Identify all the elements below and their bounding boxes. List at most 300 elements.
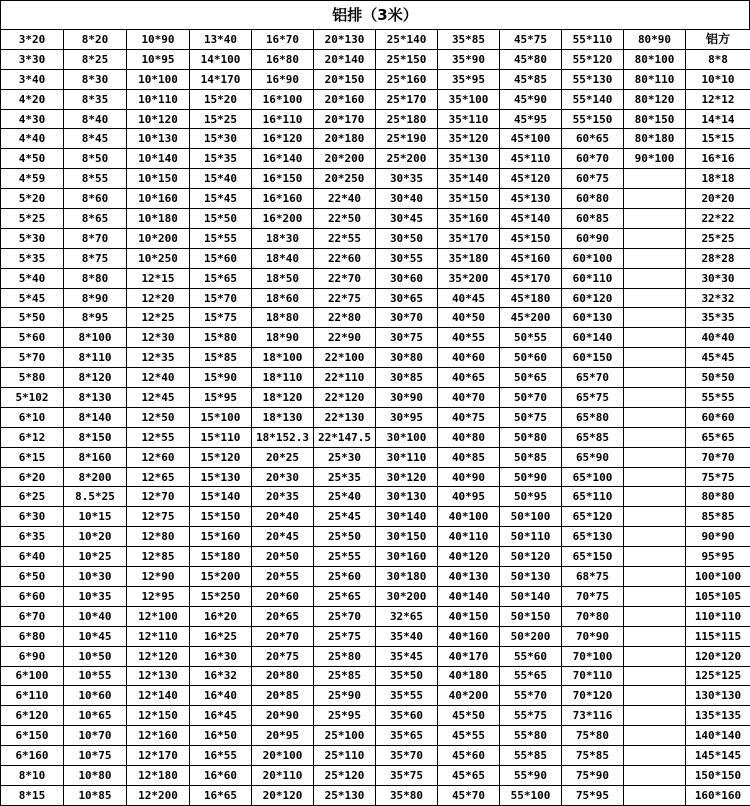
size-cell: 45*160 bbox=[500, 248, 562, 268]
size-cell bbox=[624, 765, 686, 785]
size-cell: 15*60 bbox=[190, 248, 252, 268]
size-cell: 6*100 bbox=[1, 666, 64, 686]
size-cell: 45*65 bbox=[438, 765, 500, 785]
size-cell: 10*45 bbox=[64, 626, 127, 646]
size-cell: 20*110 bbox=[252, 765, 314, 785]
size-cell: 35*60 bbox=[376, 706, 438, 726]
size-cell: 16*60 bbox=[190, 765, 252, 785]
size-cell: 16*90 bbox=[252, 69, 314, 89]
size-cell: 85*85 bbox=[686, 507, 750, 527]
table-row bbox=[1, 89, 750, 109]
size-cell: 18*120 bbox=[252, 388, 314, 408]
table-row bbox=[1, 348, 750, 368]
size-cell: 12*25 bbox=[127, 308, 190, 328]
size-cell: 20*30 bbox=[252, 467, 314, 487]
size-cell: 35*90 bbox=[438, 49, 500, 69]
size-cell: 15*95 bbox=[190, 388, 252, 408]
size-cell: 20*20 bbox=[686, 189, 750, 209]
size-cell: 35*170 bbox=[438, 228, 500, 248]
size-cell: 10*65 bbox=[64, 706, 127, 726]
size-cell: 45*200 bbox=[500, 308, 562, 328]
size-cell: 50*55 bbox=[500, 328, 562, 348]
size-cell: 10*110 bbox=[127, 89, 190, 109]
size-cell: 35*100 bbox=[438, 89, 500, 109]
size-cell: 12*90 bbox=[127, 567, 190, 587]
size-cell: 16*65 bbox=[190, 785, 252, 805]
size-cell: 6*160 bbox=[1, 746, 64, 766]
table-row bbox=[1, 288, 750, 308]
size-cell: 45*170 bbox=[500, 268, 562, 288]
size-cell: 25*200 bbox=[376, 149, 438, 169]
size-cell: 100*100 bbox=[686, 567, 750, 587]
size-cell: 30*140 bbox=[376, 507, 438, 527]
size-cell: 8*15 bbox=[1, 785, 64, 805]
size-cell: 18*40 bbox=[252, 248, 314, 268]
size-cell: 60*140 bbox=[562, 328, 624, 348]
size-cell: 40*55 bbox=[438, 328, 500, 348]
size-cell: 10*30 bbox=[64, 567, 127, 587]
size-cell: 20*140 bbox=[314, 49, 376, 69]
size-cell: 16*50 bbox=[190, 726, 252, 746]
size-cell: 12*30 bbox=[127, 328, 190, 348]
size-cell: 60*75 bbox=[562, 169, 624, 189]
size-cell bbox=[624, 726, 686, 746]
size-cell: 40*50 bbox=[438, 308, 500, 328]
size-cell: 60*110 bbox=[562, 268, 624, 288]
size-cell: 8*35 bbox=[64, 89, 127, 109]
size-cell: 20*160 bbox=[314, 89, 376, 109]
size-cell: 15*250 bbox=[190, 586, 252, 606]
size-cell: 5*25 bbox=[1, 209, 64, 229]
size-cell: 8*8 bbox=[686, 49, 750, 69]
table-row bbox=[1, 785, 750, 805]
size-cell: 10*250 bbox=[127, 248, 190, 268]
size-cell: 3*20 bbox=[1, 30, 64, 50]
size-cell: 22*40 bbox=[314, 189, 376, 209]
size-cell: 18*130 bbox=[252, 407, 314, 427]
size-cell: 16*160 bbox=[252, 189, 314, 209]
size-cell: 5*45 bbox=[1, 288, 64, 308]
size-cell: 12*35 bbox=[127, 348, 190, 368]
size-cell: 10*60 bbox=[64, 686, 127, 706]
size-cell: 12*180 bbox=[127, 765, 190, 785]
size-cell bbox=[624, 547, 686, 567]
size-cell: 25*30 bbox=[314, 447, 376, 467]
size-cell: 40*80 bbox=[438, 427, 500, 447]
table-row bbox=[1, 328, 750, 348]
size-cell: 25*35 bbox=[314, 467, 376, 487]
size-cell bbox=[624, 746, 686, 766]
size-cell: 25*190 bbox=[376, 129, 438, 149]
size-cell: 25*50 bbox=[314, 527, 376, 547]
size-cell: 12*160 bbox=[127, 726, 190, 746]
size-cell: 12*75 bbox=[127, 507, 190, 527]
size-cell: 30*130 bbox=[376, 487, 438, 507]
size-cell: 22*55 bbox=[314, 228, 376, 248]
size-cell: 20*100 bbox=[252, 746, 314, 766]
size-cell: 45*95 bbox=[500, 109, 562, 129]
size-cell: 20*25 bbox=[252, 447, 314, 467]
table-row bbox=[1, 169, 750, 189]
size-cell: 45*50 bbox=[438, 706, 500, 726]
size-cell: 45*80 bbox=[500, 49, 562, 69]
size-cell: 8*70 bbox=[64, 228, 127, 248]
size-cell: 150*150 bbox=[686, 765, 750, 785]
size-cell: 15*180 bbox=[190, 547, 252, 567]
size-cell: 15*75 bbox=[190, 308, 252, 328]
size-cell: 25*160 bbox=[376, 69, 438, 89]
size-cell: 4*59 bbox=[1, 169, 64, 189]
size-cell: 45*110 bbox=[500, 149, 562, 169]
size-cell: 65*150 bbox=[562, 547, 624, 567]
size-cell: 8*80 bbox=[64, 268, 127, 288]
size-cell: 10*20 bbox=[64, 527, 127, 547]
size-cell: 15*85 bbox=[190, 348, 252, 368]
size-cell: 10*200 bbox=[127, 228, 190, 248]
size-cell: 20*65 bbox=[252, 606, 314, 626]
size-cell: 60*130 bbox=[562, 308, 624, 328]
size-cell: 35*130 bbox=[438, 149, 500, 169]
size-cell: 35*160 bbox=[438, 209, 500, 229]
size-cell: 50*130 bbox=[500, 567, 562, 587]
size-cell: 22*130 bbox=[314, 407, 376, 427]
size-cell: 45*180 bbox=[500, 288, 562, 308]
size-cell: 70*70 bbox=[686, 447, 750, 467]
size-cell: 32*65 bbox=[376, 606, 438, 626]
size-cell: 12*60 bbox=[127, 447, 190, 467]
size-cell: 45*60 bbox=[438, 746, 500, 766]
size-cell: 15*25 bbox=[190, 109, 252, 129]
size-cell: 10*140 bbox=[127, 149, 190, 169]
size-cell: 65*130 bbox=[562, 527, 624, 547]
size-cell: 15*200 bbox=[190, 567, 252, 587]
size-cell: 30*55 bbox=[376, 248, 438, 268]
size-cell: 60*100 bbox=[562, 248, 624, 268]
size-cell: 18*60 bbox=[252, 288, 314, 308]
size-cell: 10*35 bbox=[64, 586, 127, 606]
size-cell: 20*45 bbox=[252, 527, 314, 547]
size-cell: 55*85 bbox=[500, 746, 562, 766]
size-cell: 8*160 bbox=[64, 447, 127, 467]
size-cell: 8*120 bbox=[64, 368, 127, 388]
size-cell: 65*110 bbox=[562, 487, 624, 507]
size-cell: 8*25 bbox=[64, 49, 127, 69]
size-cell: 35*55 bbox=[376, 686, 438, 706]
size-cell: 22*100 bbox=[314, 348, 376, 368]
size-cell: 12*120 bbox=[127, 646, 190, 666]
size-cell: 75*90 bbox=[562, 765, 624, 785]
size-cell: 6*25 bbox=[1, 487, 64, 507]
table-row bbox=[1, 308, 750, 328]
table-row bbox=[1, 109, 750, 129]
size-cell: 10*130 bbox=[127, 129, 190, 149]
size-cell: 30*30 bbox=[686, 268, 750, 288]
size-cell: 55*150 bbox=[562, 109, 624, 129]
size-cell bbox=[624, 606, 686, 626]
size-cell bbox=[624, 368, 686, 388]
size-cell: 8*150 bbox=[64, 427, 127, 447]
size-cell: 15*130 bbox=[190, 467, 252, 487]
size-cell: 10*100 bbox=[127, 69, 190, 89]
size-cell: 5*50 bbox=[1, 308, 64, 328]
size-cell: 40*110 bbox=[438, 527, 500, 547]
size-cell: 15*15 bbox=[686, 129, 750, 149]
size-cell: 16*30 bbox=[190, 646, 252, 666]
size-cell: 6*40 bbox=[1, 547, 64, 567]
size-cell: 35*95 bbox=[438, 69, 500, 89]
table-row bbox=[1, 388, 750, 408]
size-cell: 25*75 bbox=[314, 626, 376, 646]
size-cell: 8*30 bbox=[64, 69, 127, 89]
size-cell: 10*75 bbox=[64, 746, 127, 766]
size-cell: 8*65 bbox=[64, 209, 127, 229]
size-cell: 22*50 bbox=[314, 209, 376, 229]
size-cell: 70*110 bbox=[562, 666, 624, 686]
size-cell: 35*120 bbox=[438, 129, 500, 149]
size-cell: 35*50 bbox=[376, 666, 438, 686]
size-cell: 25*85 bbox=[314, 666, 376, 686]
size-cell: 16*80 bbox=[252, 49, 314, 69]
size-table bbox=[0, 29, 750, 806]
table-row bbox=[1, 189, 750, 209]
size-cell: 5*20 bbox=[1, 189, 64, 209]
size-cell: 5*40 bbox=[1, 268, 64, 288]
size-cell: 50*150 bbox=[500, 606, 562, 626]
size-cell bbox=[624, 328, 686, 348]
size-cell: 40*60 bbox=[438, 348, 500, 368]
size-cell: 10*150 bbox=[127, 169, 190, 189]
size-cell: 12*100 bbox=[127, 606, 190, 626]
size-cell: 16*150 bbox=[252, 169, 314, 189]
size-cell: 18*18 bbox=[686, 169, 750, 189]
size-cell bbox=[624, 686, 686, 706]
size-cell: 45*55 bbox=[438, 726, 500, 746]
table-row bbox=[1, 248, 750, 268]
size-cell: 120*120 bbox=[686, 646, 750, 666]
size-cell: 115*115 bbox=[686, 626, 750, 646]
size-cell: 8*45 bbox=[64, 129, 127, 149]
size-cell: 20*170 bbox=[314, 109, 376, 129]
size-cell: 80*110 bbox=[624, 69, 686, 89]
size-cell: 35*180 bbox=[438, 248, 500, 268]
size-cell: 28*28 bbox=[686, 248, 750, 268]
size-cell: 50*60 bbox=[500, 348, 562, 368]
table-row bbox=[1, 467, 750, 487]
size-cell: 6*15 bbox=[1, 447, 64, 467]
size-cell: 30*70 bbox=[376, 308, 438, 328]
size-cell: 22*70 bbox=[314, 268, 376, 288]
size-cell: 45*130 bbox=[500, 189, 562, 209]
size-cell: 55*60 bbox=[500, 646, 562, 666]
size-cell: 12*55 bbox=[127, 427, 190, 447]
size-cell: 95*95 bbox=[686, 547, 750, 567]
size-cell: 12*70 bbox=[127, 487, 190, 507]
size-cell: 16*25 bbox=[190, 626, 252, 646]
size-cell: 15*160 bbox=[190, 527, 252, 547]
size-cell: 15*35 bbox=[190, 149, 252, 169]
size-cell: 125*125 bbox=[686, 666, 750, 686]
size-cell: 65*85 bbox=[562, 427, 624, 447]
size-cell: 25*55 bbox=[314, 547, 376, 567]
size-cell: 12*12 bbox=[686, 89, 750, 109]
table-row bbox=[1, 129, 750, 149]
size-cell bbox=[624, 467, 686, 487]
size-cell: 30*75 bbox=[376, 328, 438, 348]
size-cell bbox=[624, 527, 686, 547]
size-cell: 30*100 bbox=[376, 427, 438, 447]
size-cell: 60*70 bbox=[562, 149, 624, 169]
size-cell bbox=[624, 447, 686, 467]
size-cell: 10*25 bbox=[64, 547, 127, 567]
size-cell bbox=[624, 567, 686, 587]
size-cell bbox=[624, 706, 686, 726]
table-row bbox=[1, 487, 750, 507]
size-cell: 30*45 bbox=[376, 209, 438, 229]
size-cell: 65*100 bbox=[562, 467, 624, 487]
size-cell: 6*120 bbox=[1, 706, 64, 726]
size-cell: 15*90 bbox=[190, 368, 252, 388]
size-cell: 40*140 bbox=[438, 586, 500, 606]
table-row bbox=[1, 606, 750, 626]
table-row bbox=[1, 507, 750, 527]
size-cell: 80*150 bbox=[624, 109, 686, 129]
size-cell: 22*90 bbox=[314, 328, 376, 348]
size-cell: 16*200 bbox=[252, 209, 314, 229]
size-cell: 50*50 bbox=[686, 368, 750, 388]
size-cell: 40*45 bbox=[438, 288, 500, 308]
size-cell: 70*90 bbox=[562, 626, 624, 646]
size-cell: 40*100 bbox=[438, 507, 500, 527]
size-cell: 50*75 bbox=[500, 407, 562, 427]
size-cell: 10*50 bbox=[64, 646, 127, 666]
size-cell: 35*110 bbox=[438, 109, 500, 129]
size-cell: 50*140 bbox=[500, 586, 562, 606]
size-cell: 65*65 bbox=[686, 427, 750, 447]
table-row bbox=[1, 567, 750, 587]
size-cell: 16*70 bbox=[252, 30, 314, 50]
size-cell: 10*80 bbox=[64, 765, 127, 785]
size-cell: 6*60 bbox=[1, 586, 64, 606]
size-cell: 3*40 bbox=[1, 69, 64, 89]
size-cell bbox=[624, 626, 686, 646]
size-cell: 6*80 bbox=[1, 626, 64, 646]
size-cell: 25*95 bbox=[314, 706, 376, 726]
size-cell: 45*140 bbox=[500, 209, 562, 229]
size-cell: 30*200 bbox=[376, 586, 438, 606]
size-cell: 65*120 bbox=[562, 507, 624, 527]
size-cell bbox=[624, 228, 686, 248]
size-cell: 30*50 bbox=[376, 228, 438, 248]
size-cell: 40*70 bbox=[438, 388, 500, 408]
size-cell: 20*120 bbox=[252, 785, 314, 805]
size-cell: 25*40 bbox=[314, 487, 376, 507]
size-cell: 90*100 bbox=[624, 149, 686, 169]
size-cell: 12*170 bbox=[127, 746, 190, 766]
size-cell: 20*95 bbox=[252, 726, 314, 746]
size-cell: 35*200 bbox=[438, 268, 500, 288]
size-cell: 40*85 bbox=[438, 447, 500, 467]
size-cell: 12*140 bbox=[127, 686, 190, 706]
size-cell: 60*60 bbox=[686, 407, 750, 427]
size-cell: 50*120 bbox=[500, 547, 562, 567]
size-cell: 10*70 bbox=[64, 726, 127, 746]
size-cell: 15*45 bbox=[190, 189, 252, 209]
size-cell: 22*75 bbox=[314, 288, 376, 308]
size-cell: 20*75 bbox=[252, 646, 314, 666]
size-cell: 8*140 bbox=[64, 407, 127, 427]
size-cell: 35*85 bbox=[438, 30, 500, 50]
size-cell: 55*140 bbox=[562, 89, 624, 109]
size-cell: 75*95 bbox=[562, 785, 624, 805]
size-cell: 40*95 bbox=[438, 487, 500, 507]
size-cell: 55*120 bbox=[562, 49, 624, 69]
size-cell: 4*30 bbox=[1, 109, 64, 129]
size-cell: 18*80 bbox=[252, 308, 314, 328]
size-cell: 15*100 bbox=[190, 407, 252, 427]
sheet-title: 铝排（3米） bbox=[0, 0, 750, 29]
size-cell: 12*45 bbox=[127, 388, 190, 408]
size-cell: 50*90 bbox=[500, 467, 562, 487]
size-cell: 25*170 bbox=[376, 89, 438, 109]
size-cell: 140*140 bbox=[686, 726, 750, 746]
size-cell: 8*200 bbox=[64, 467, 127, 487]
size-cell: 40*180 bbox=[438, 666, 500, 686]
size-cell: 22*110 bbox=[314, 368, 376, 388]
size-cell: 3*30 bbox=[1, 49, 64, 69]
size-cell: 10*40 bbox=[64, 606, 127, 626]
size-cell: 160*160 bbox=[686, 785, 750, 805]
size-cell bbox=[624, 209, 686, 229]
size-cell: 16*55 bbox=[190, 746, 252, 766]
size-cell: 10*55 bbox=[64, 666, 127, 686]
size-cell: 55*75 bbox=[500, 706, 562, 726]
table-row bbox=[1, 706, 750, 726]
table-row bbox=[1, 407, 750, 427]
table-row bbox=[1, 427, 750, 447]
size-cell: 45*45 bbox=[686, 348, 750, 368]
size-cell: 60*120 bbox=[562, 288, 624, 308]
size-cell: 73*116 bbox=[562, 706, 624, 726]
size-cell: 30*120 bbox=[376, 467, 438, 487]
size-cell: 60*90 bbox=[562, 228, 624, 248]
size-cell: 20*150 bbox=[314, 69, 376, 89]
size-cell: 40*160 bbox=[438, 626, 500, 646]
size-cell: 65*90 bbox=[562, 447, 624, 467]
size-cell: 15*80 bbox=[190, 328, 252, 348]
size-cell: 45*120 bbox=[500, 169, 562, 189]
size-cell: 70*75 bbox=[562, 586, 624, 606]
size-cell: 16*140 bbox=[252, 149, 314, 169]
size-cell: 80*100 bbox=[624, 49, 686, 69]
table-row bbox=[1, 149, 750, 169]
size-cell: 20*180 bbox=[314, 129, 376, 149]
size-cell: 20*200 bbox=[314, 149, 376, 169]
size-cell: 55*55 bbox=[686, 388, 750, 408]
size-cell: 16*20 bbox=[190, 606, 252, 626]
size-cell: 80*80 bbox=[686, 487, 750, 507]
size-cell: 70*120 bbox=[562, 686, 624, 706]
size-cell: 6*90 bbox=[1, 646, 64, 666]
size-cell: 18*152.3 bbox=[252, 427, 314, 447]
size-cell bbox=[624, 646, 686, 666]
size-cell: 40*40 bbox=[686, 328, 750, 348]
table-row bbox=[1, 686, 750, 706]
size-cell: 15*20 bbox=[190, 89, 252, 109]
size-cell: 12*95 bbox=[127, 586, 190, 606]
size-cell: 80*120 bbox=[624, 89, 686, 109]
size-cell: 10*15 bbox=[64, 507, 127, 527]
size-cell: 16*100 bbox=[252, 89, 314, 109]
